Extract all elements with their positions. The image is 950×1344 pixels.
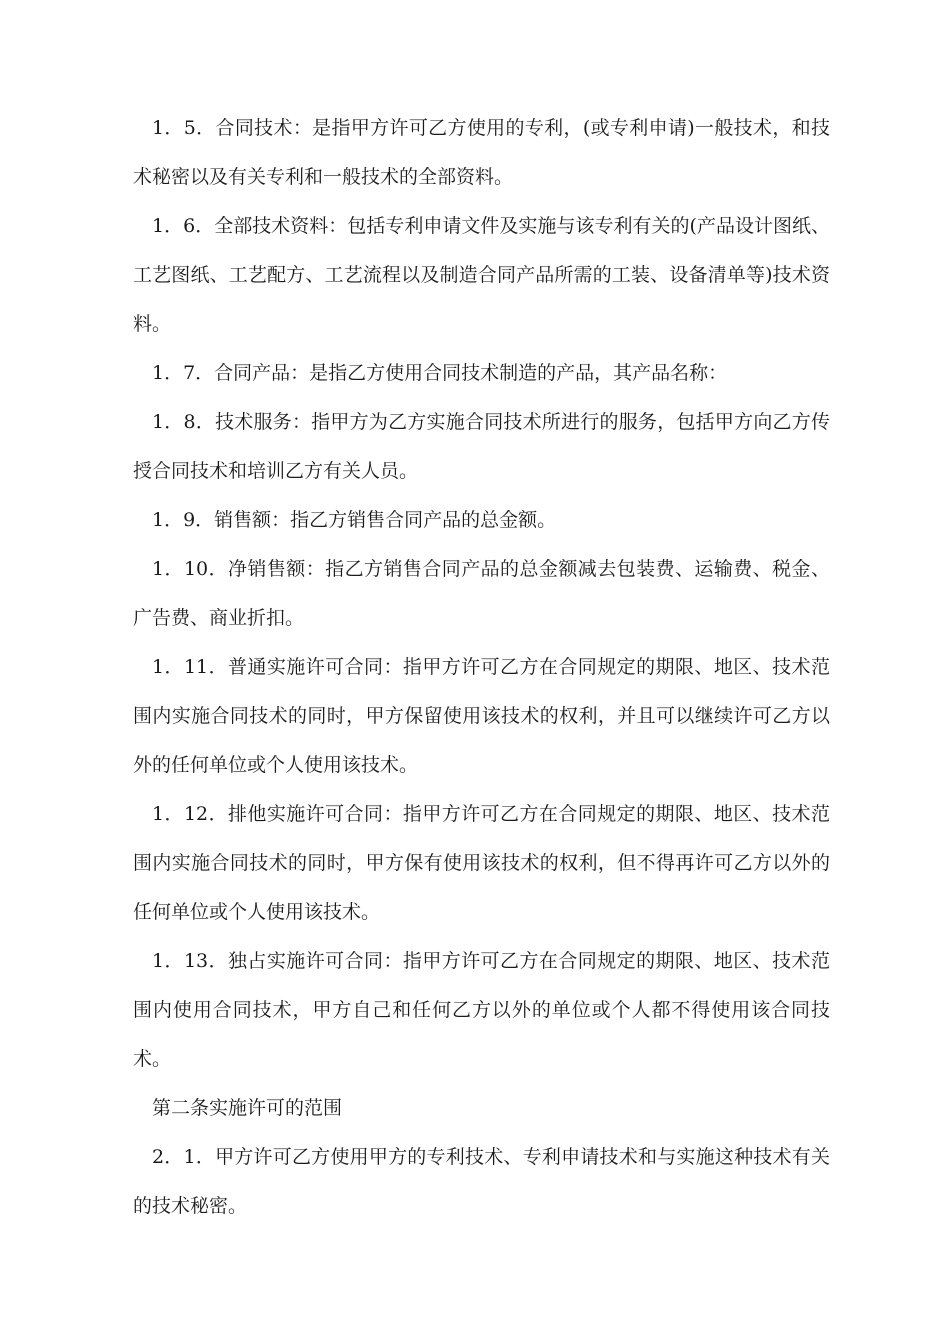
section-heading-article-2: 第二条实施许可的范围 [152, 1097, 343, 1119]
paragraph-1-8: 1．8．技术服务：指甲方为乙方实施合同技术所进行的服务，包括甲方向乙方传授合同技术和培训乙方有关人员。 [133, 411, 830, 482]
paragraph-1-10: 1．10．净销售额：指乙方销售合同产品的总金额减去包装费、运输费、税金、广告费、商业折扣。 [133, 558, 830, 629]
paragraph-1-11: 1．11．普通实施许可合同：指甲方许可乙方在合同规定的期限、地区、技术范围内实施合同技术的同时，甲方保留使用该技术的权利，并且可以继续许可乙方以外的任何单位或个人使用该技术。 [133, 656, 830, 776]
paragraph-1-6: 1．6．全部技术资料：包括专利申请文件及实施与该专利有关的(产品设计图纸、工艺图纸、工艺配方、工艺流程以及制造合同产品所需的工装、设备清单等)技术资料。 [133, 215, 830, 335]
paragraph-1-12: 1．12．排他实施许可合同：指甲方许可乙方在合同规定的期限、地区、技术范围内实施合同技术的同时，甲方保有使用该技术的权利，但不得再许可乙方以外的任何单位或个人使用该技术。 [133, 803, 830, 923]
paragraph-1-9: 1．9．销售额：指乙方销售合同产品的总金额。 [152, 509, 557, 531]
paragraph-1-5: 1．5．合同技术：是指甲方许可乙方使用的专利，(或专利申请)一般技术，和技术秘密以及有关专利和一般技术的全部资料。 [133, 117, 830, 188]
paragraph-1-13: 1．13．独占实施许可合同：指甲方许可乙方在合同规定的期限、地区、技术范围内使用合同技术，甲方自己和任何乙方以外的单位或个人都不得使用该合同技术。 [133, 950, 830, 1070]
paragraph-1-7: 1．7．合同产品：是指乙方使用合同技术制造的产品，其产品名称： [152, 362, 728, 384]
paragraph-2-1: 2．1．甲方许可乙方使用甲方的专利技术、专利申请技术和与实施这种技术有关的技术秘密。 [133, 1146, 830, 1217]
